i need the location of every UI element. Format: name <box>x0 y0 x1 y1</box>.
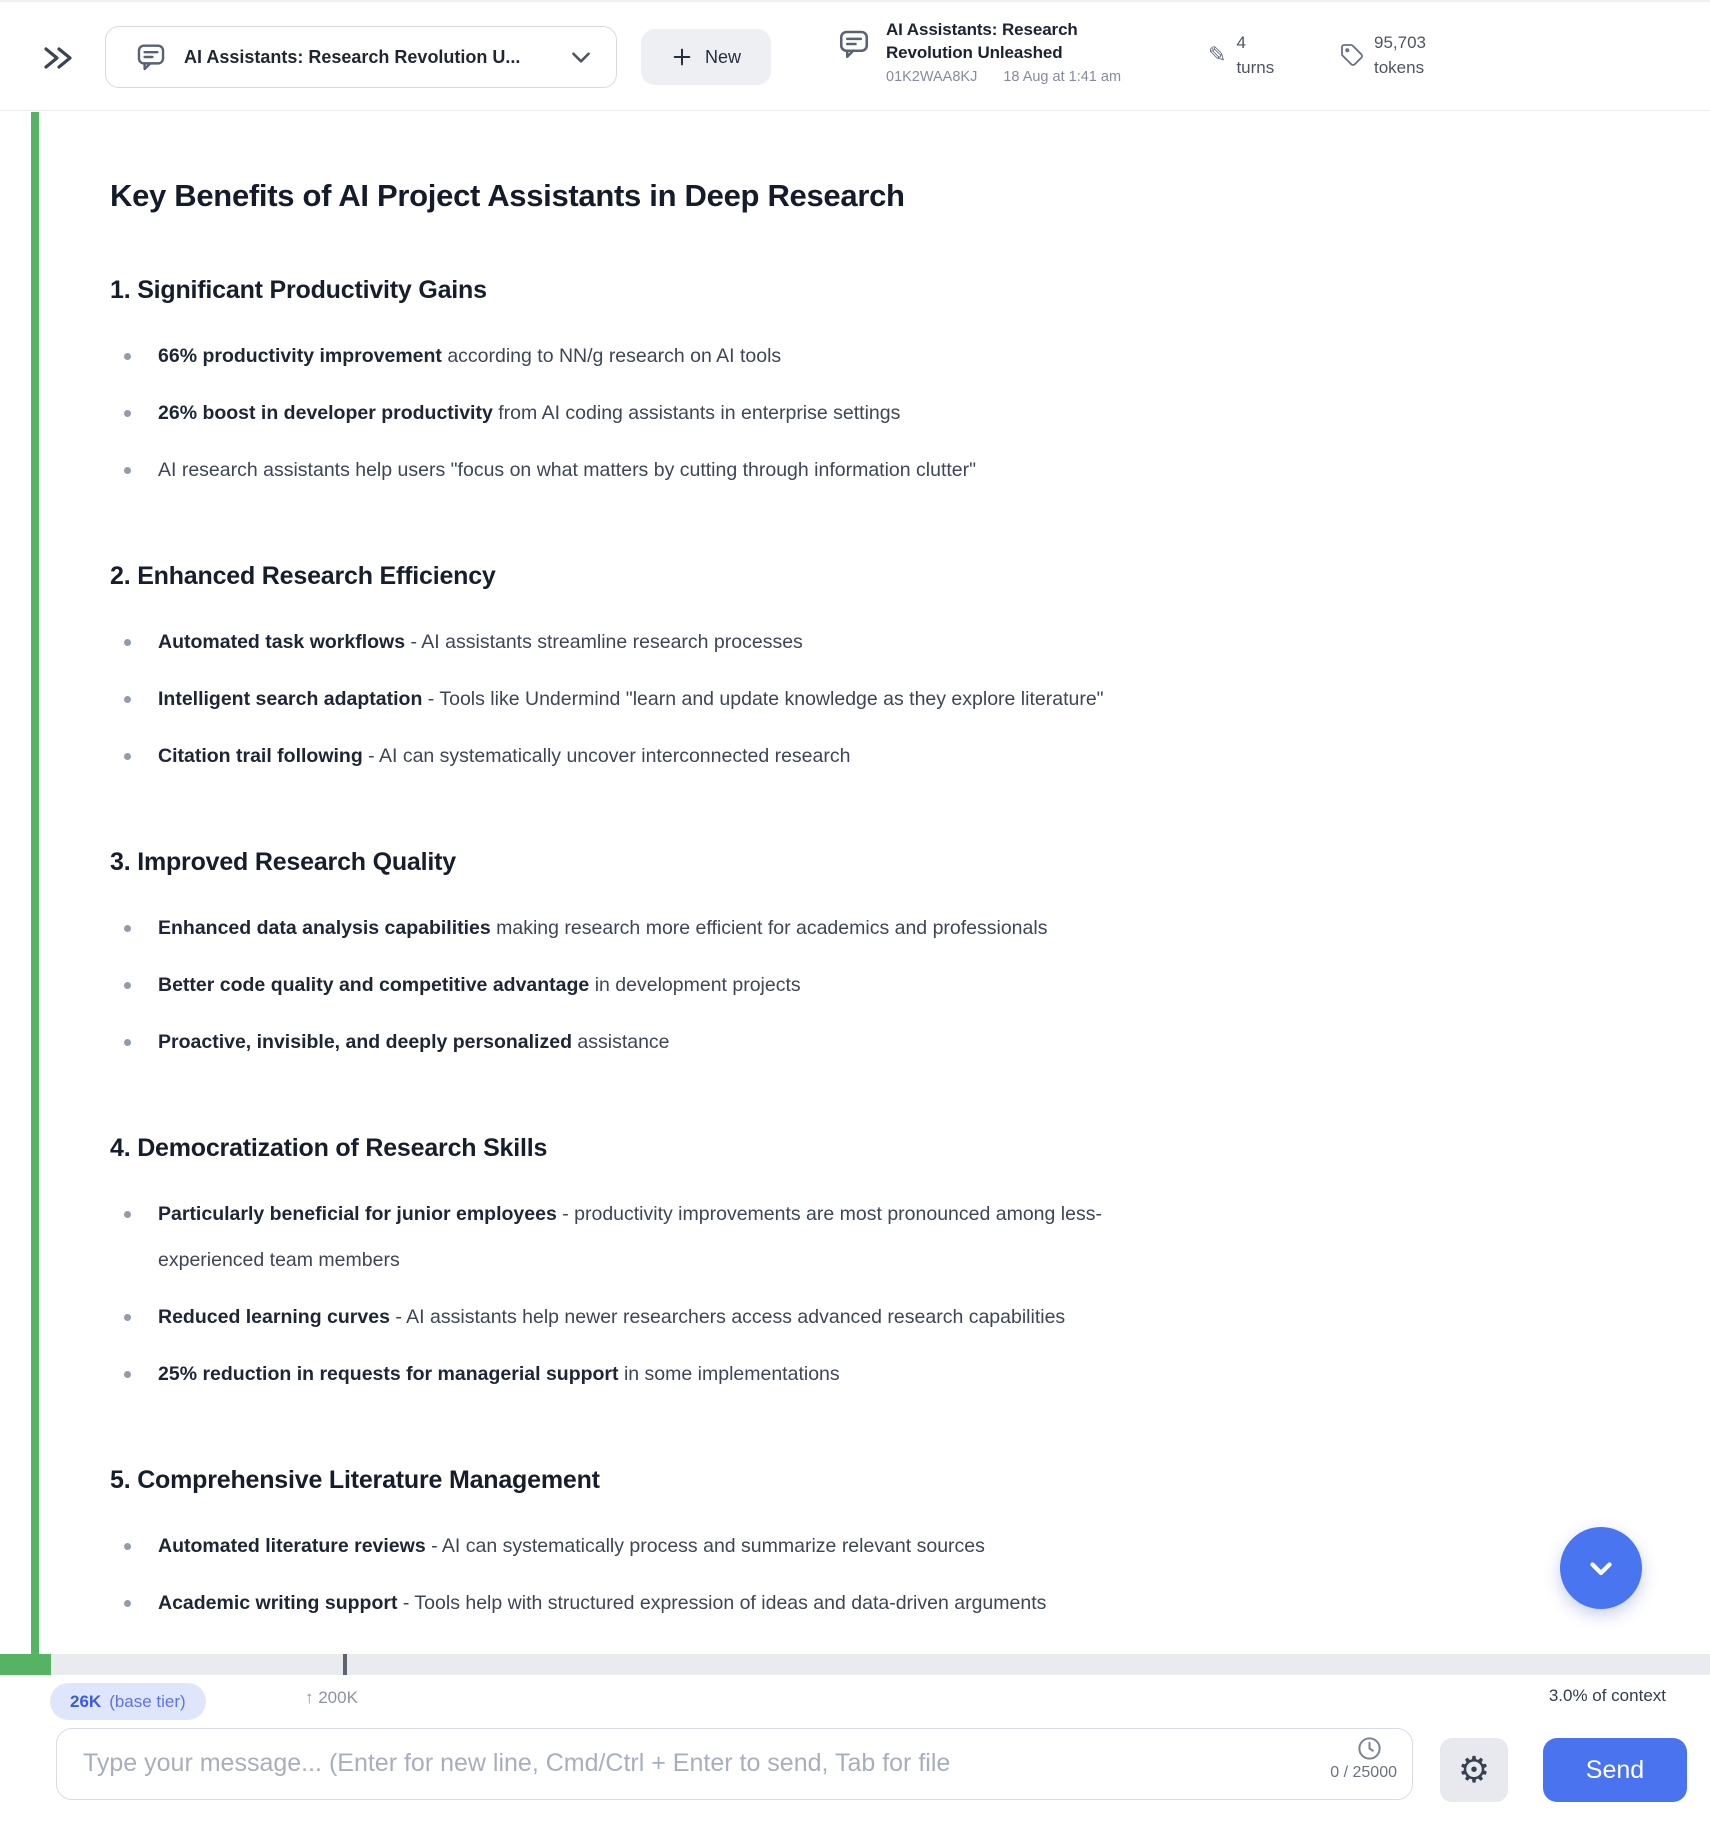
tokens-stat <box>1340 30 1426 80</box>
bullet-item: 25% reduction in requests for managerial support in some implementations <box>110 1351 1400 1397</box>
bullet-item: Automated task workflows - AI assistants streamline research processes <box>110 619 1400 665</box>
turns-stat <box>1208 30 1274 80</box>
bullet-dot <box>124 467 131 474</box>
header-toolbar <box>0 0 1710 111</box>
bullet-dot <box>124 639 131 646</box>
bullet-dot <box>124 1600 131 1607</box>
conversation-dropdown-label: AI Assistants: Research Revolution U... <box>184 46 521 67</box>
conversation-dropdown[interactable] <box>105 26 617 88</box>
bullet-item: 26% boost in developer productivity from AI coding assistants in enterprise settings <box>110 390 1400 436</box>
message-document <box>0 112 1710 1655</box>
bullet-list <box>110 1191 1400 1397</box>
conversation-title: AI Assistants: Research Revolution Unleashed <box>886 20 1078 62</box>
bullet-item: Proactive, invisible, and deeply personalized assistance <box>110 1019 1400 1065</box>
bullet-dot <box>124 1543 131 1550</box>
bullet-item: Citation trail following - AI can systematically uncover interconnected research <box>110 733 1400 779</box>
tokens-unit: tokens <box>1374 58 1425 77</box>
scroll-to-bottom-button[interactable] <box>1560 1527 1642 1609</box>
message-input[interactable] <box>56 1728 1413 1800</box>
bullet-dot <box>124 410 131 417</box>
context-200k-tick <box>343 1654 347 1675</box>
pen-icon: ✎ <box>1208 42 1227 67</box>
document-sections <box>110 273 1400 1626</box>
bullet-item: Intelligent search adaptation - Tools like Undermind "learn and update knowledge as they explore literature" <box>110 676 1400 722</box>
new-conversation-button[interactable] <box>641 29 771 85</box>
bullet-dot <box>124 353 131 360</box>
section-heading: 4. Democratization of Research Skills <box>110 1134 548 1162</box>
gear-icon: ⚙ <box>1457 1749 1491 1790</box>
sidebar-expand-icon[interactable] <box>38 38 78 78</box>
bullet-item: Particularly beneficial for junior employees - productivity improvements are most pronounced among less- experienced team members <box>110 1191 1400 1283</box>
tag-icon <box>1340 43 1364 67</box>
assistant-message-bar <box>31 112 39 1655</box>
bullet-list <box>110 905 1400 1065</box>
bullet-item: Enhanced data analysis capabilities making research more efficient for academics and professionals <box>110 905 1400 951</box>
bullet-item: Reduced learning curves - AI assistants help newer researchers access advanced research capabilities <box>110 1294 1400 1340</box>
char-counter: 0 / 25000 <box>1330 1764 1397 1781</box>
turns-value: 4 <box>1236 33 1246 52</box>
bullet-dot <box>124 925 131 932</box>
bullet-dot <box>124 753 131 760</box>
tokens-value: 95,703 <box>1374 33 1426 52</box>
chat-bubble-icon <box>836 26 872 85</box>
bullet-dot <box>124 1039 131 1046</box>
conversation-date: 18 Aug at 1:41 am <box>1003 69 1122 85</box>
bullet-dot <box>124 696 131 703</box>
bullet-dot <box>124 982 131 989</box>
turns-unit: turns <box>1236 58 1275 77</box>
bullet-item: Better code quality and competitive advantage in development projects <box>110 962 1400 1008</box>
conversation-id: 01K2WAA8KJ <box>886 69 978 85</box>
chevron-down-icon <box>1584 1551 1618 1585</box>
scale-200k-label: ↑ 200K <box>305 1688 358 1707</box>
send-button[interactable] <box>1543 1738 1687 1802</box>
context-progress-fill <box>0 1654 51 1675</box>
chevron-down-icon <box>568 44 594 70</box>
bullet-list <box>110 1523 1400 1626</box>
context-progress-track[interactable] <box>0 1654 1710 1675</box>
conversation-info <box>836 18 1122 85</box>
context-tier: (base tier) <box>109 1691 186 1711</box>
context-size: 26K <box>70 1691 102 1711</box>
new-button-label: New <box>705 46 742 67</box>
context-percent-label: 3.0% of context <box>1548 1686 1666 1705</box>
bullet-dot <box>124 1314 131 1321</box>
composer-footer <box>0 1675 1710 1826</box>
section-heading: 3. Improved Research Quality <box>110 848 456 876</box>
bullet-item: AI research assistants help users "focus on what matters by cutting through information clutter" <box>110 447 1400 493</box>
section-heading: 1. Significant Productivity Gains <box>110 276 487 304</box>
chat-bubble-icon <box>134 40 168 74</box>
bullet-list <box>110 333 1400 493</box>
bullet-dot <box>124 1371 131 1378</box>
bullet-item: Automated literature reviews - AI can systematically process and summarize relevant sources <box>110 1523 1400 1569</box>
send-button-label: Send <box>1585 1755 1645 1784</box>
bullet-list <box>110 619 1400 779</box>
section-heading: 2. Enhanced Research Efficiency <box>110 562 496 590</box>
bullet-item: Academic writing support - Tools help with structured expression of ideas and data-driven arguments <box>110 1580 1400 1626</box>
bullet-item: 66% productivity improvement according to NN/g research on AI tools <box>110 333 1400 379</box>
plus-icon <box>671 46 693 68</box>
context-tier-badge <box>50 1683 206 1720</box>
document-title: Key Benefits of AI Project Assistants in Deep Research <box>110 178 905 213</box>
settings-button[interactable] <box>1440 1738 1508 1802</box>
bullet-dot <box>124 1211 131 1218</box>
section-heading: 5. Comprehensive Literature Management <box>110 1466 600 1494</box>
